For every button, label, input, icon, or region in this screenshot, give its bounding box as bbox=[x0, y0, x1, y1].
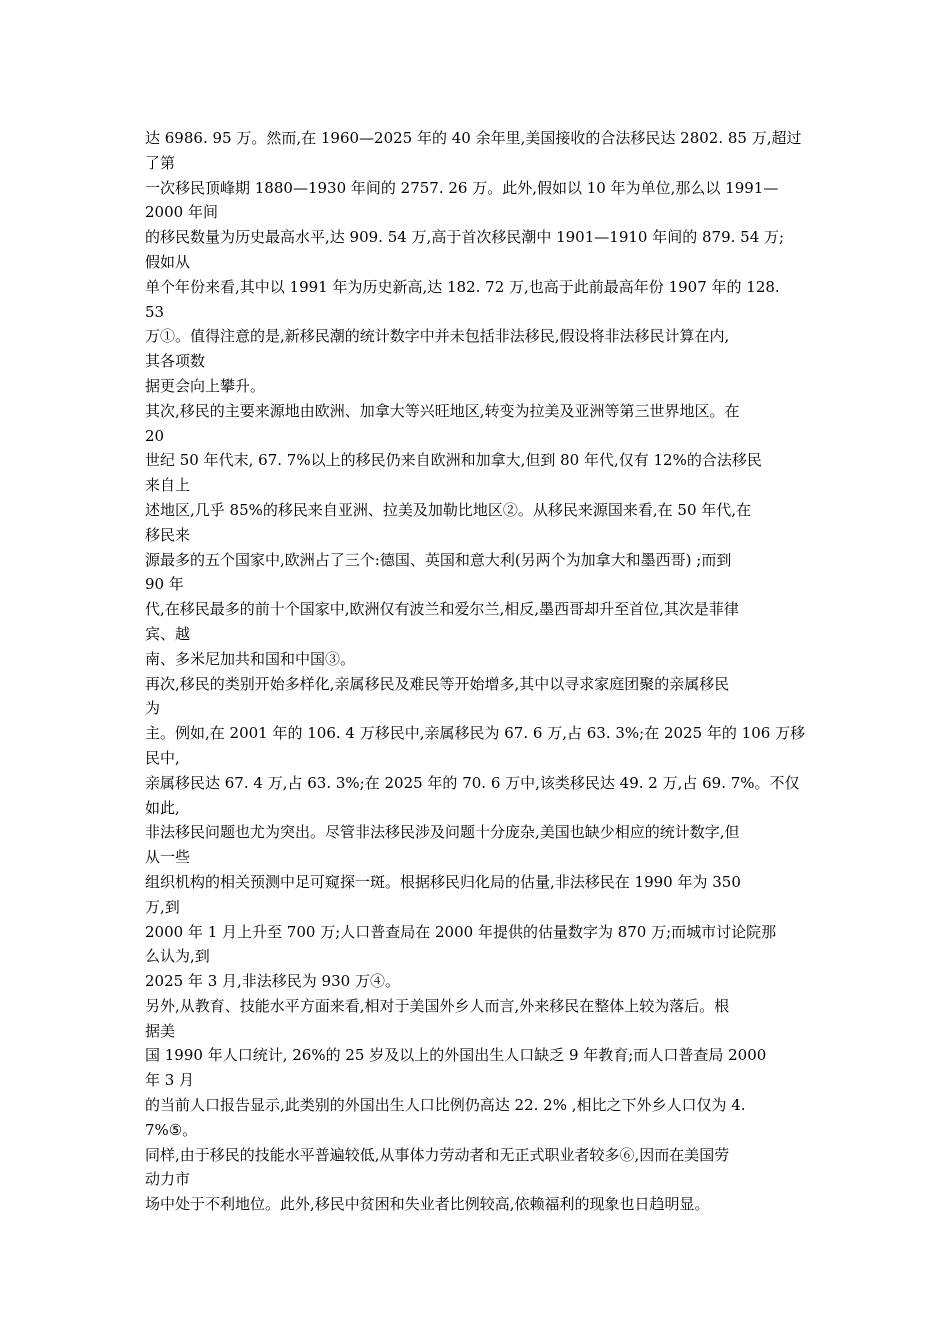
text-line: 其各项数 bbox=[145, 352, 206, 371]
text-line: 宾、越 bbox=[145, 624, 191, 643]
text-line: 组织机构的相关预测中足可窥探一斑。根据移民归化局的估量,非法移民在 1990 年为 350 bbox=[145, 872, 741, 891]
text-line: 53 bbox=[145, 302, 165, 321]
text-line: 如此, bbox=[145, 798, 180, 817]
text-line: 年 3 月 bbox=[145, 1071, 195, 1090]
text-line: 主。例如,在 2001 年的 106. 4 万移民中,亲属移民为 67. 6 万,占 63. 3%;在 2025 年的 106 万移 bbox=[145, 724, 806, 743]
text-line: 假如从 bbox=[145, 252, 191, 271]
text-line: 同样,由于移民的技能水平普遍较低,从事体力劳动者和无正式职业者较多⑥,因而在美国劳 bbox=[145, 1145, 730, 1164]
text-line: 据美 bbox=[145, 1021, 176, 1040]
text-line: 为 bbox=[145, 699, 161, 718]
text-line: 据更会向上攀升。 bbox=[145, 376, 266, 395]
text-line: 南、多米尼加共和国和中国③。 bbox=[145, 649, 356, 668]
text-line: 么认为,到 bbox=[145, 947, 210, 966]
text-line: 从一些 bbox=[145, 848, 191, 867]
text-line: 7%⑤。 bbox=[145, 1120, 198, 1139]
text-line: 动力市 bbox=[145, 1170, 191, 1189]
text-line: 场中处于不利地位。此外,移民中贫困和失业者比例较高,依赖福利的现象也日趋明显。 bbox=[145, 1195, 710, 1214]
text-line: 国 1990 年人口统计, 26%的 25 岁及以上的外国出生人口缺乏 9 年教育;而人口普查局 2000 bbox=[145, 1046, 767, 1065]
text-line: 来自上 bbox=[145, 476, 191, 495]
text-line: 另外,从教育、技能水平方面来看,相对于美国外乡人而言,外来移民在整体上较为落后。根 bbox=[145, 996, 730, 1015]
text-line: 万,到 bbox=[145, 897, 180, 916]
document-body bbox=[145, 126, 810, 1217]
text-line: 民中, bbox=[145, 748, 180, 767]
text-line: 了第 bbox=[145, 153, 176, 172]
text-line: 达 6986. 95 万。然而,在 1960—2025 年的 40 余年里,美国接收的合法移民达 2802. 85 万,超过 bbox=[145, 129, 802, 147]
text-line: 非法移民问题也尤为突出。尽管非法移民涉及问题十分庞杂,美国也缺少相应的统计数字,但 bbox=[145, 823, 740, 842]
text-line: 其次,移民的主要来源地由欧洲、加拿大等兴旺地区,转变为拉美及亚洲等第三世界地区。在 bbox=[145, 401, 740, 420]
text-line: 2025 年 3 月,非法移民为 930 万④。 bbox=[145, 972, 400, 991]
text-line: 世纪 50 年代末, 67. 7%以上的移民仍来自欧洲和加拿大,但到 80 年代,仅有 12%的合法移民 bbox=[145, 451, 762, 470]
text-line: 的移民数量为历史最高水平,达 909. 54 万,高于首次移民潮中 1901—1910 年间的 879. 54 万; bbox=[145, 228, 785, 247]
text-line: 2000 年间 bbox=[145, 203, 218, 222]
text-line: 90 年 bbox=[145, 575, 184, 594]
text-line: 再次,移民的类别开始多样化,亲属移民及难民等开始增多,其中以寻求家庭团聚的亲属移民 bbox=[145, 674, 730, 693]
text-line: 一次移民顶峰期 1880—1930 年间的 2757. 26 万。此外,假如以 10 年为单位,那么以 1991— bbox=[145, 178, 779, 197]
text-line: 2000 年 1 月上升至 700 万;人口普查局在 2000 年提供的估量数字为 870 万;而城市讨论院那 bbox=[145, 922, 777, 941]
text-line: 亲属移民达 67. 4 万,占 63. 3%;在 2025 年的 70. 6 万中,该类移民达 49. 2 万,占 69. 7%。不仅 bbox=[145, 773, 800, 792]
text-line: 20 bbox=[145, 426, 165, 445]
text-line: 单个年份来看,其中以 1991 年为历史新高,达 182. 72 万,也高于此前最高年份 1907 年的 128. bbox=[145, 277, 780, 296]
text-line: 代,在移民最多的前十个国家中,欧洲仅有波兰和爱尔兰,相反,墨西哥却升至首位,其次是菲律 bbox=[145, 600, 739, 619]
text-line: 万①。值得注意的是,新移民潮的统计数字中并未包括非法移民,假设将非法移民计算在内, bbox=[145, 327, 730, 346]
text-line: 的当前人口报告显示,此类别的外国出生人口比例仍高达 22. 2% ,相比之下外乡人口仅为 4. bbox=[145, 1096, 746, 1115]
text-line: 述地区,几乎 85%的移民来自亚洲、拉美及加勒比地区②。从移民来源国来看,在 50 年代,在 bbox=[145, 500, 752, 519]
text-line: 移民来 bbox=[145, 525, 191, 544]
text-line: 源最多的五个国家中,欧洲占了三个:德国、英国和意大利(另两个为加拿大和墨西哥) ;而到 bbox=[145, 550, 732, 569]
